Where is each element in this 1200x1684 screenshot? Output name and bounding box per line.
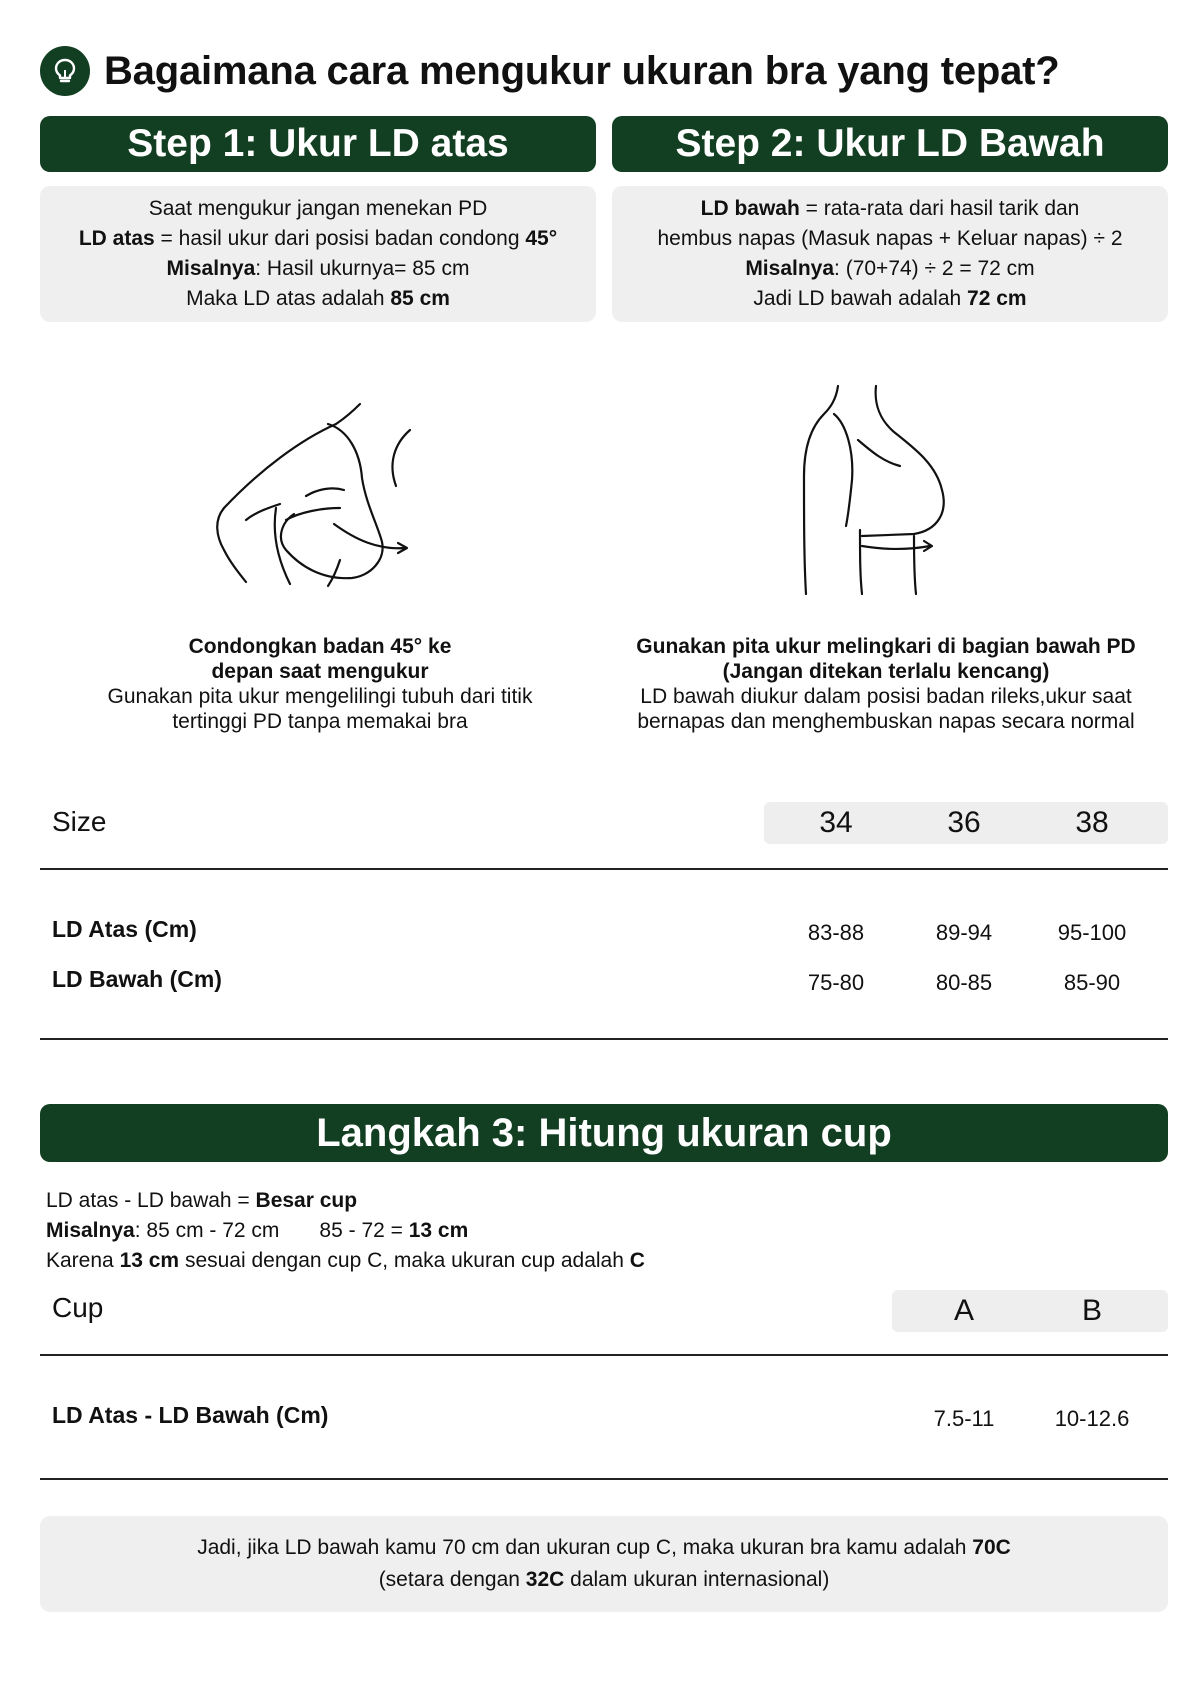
size-38: 38 <box>1075 806 1109 839</box>
step1-caption-bold2: depan saat mengukur <box>211 660 429 683</box>
step1-line4: Maka LD atas adalah 85 cm <box>186 287 450 310</box>
step2-caption-line1: LD bawah diukur dalam posisi badan rileks,ukur saat <box>640 685 1132 708</box>
ld-atas-36: 89-94 <box>935 920 993 945</box>
lightbulb-icon <box>40 46 90 96</box>
cup-a: A <box>953 1294 974 1327</box>
step2-caption-bold1: Gunakan pita ukur melingkari di bagian bawah PD <box>636 635 1136 658</box>
size-36: 36 <box>947 806 981 839</box>
ld-bawah-34: 75-80 <box>807 970 865 995</box>
step1-banner: Step 1: Ukur LD atas <box>40 116 596 172</box>
row-ld-bawah-label: LD Bawah (Cm) <box>52 966 222 992</box>
page-title: Bagaimana cara mengukur ukuran bra yang tepat? <box>104 48 1060 93</box>
ld-bawah-36: 80-85 <box>935 970 993 995</box>
lean-forward-illustration <box>210 400 450 600</box>
step1-info-panel <box>40 186 596 322</box>
ld-bawah-38: 85-90 <box>1063 970 1121 995</box>
ld-atas-34: 83-88 <box>807 920 865 945</box>
step2-line4: Jadi LD bawah adalah 72 cm <box>753 287 1027 310</box>
cup-table-bottom-rule <box>40 1478 1168 1480</box>
row-ld-atas-label: LD Atas (Cm) <box>52 916 197 942</box>
calc-line1: LD atas - LD bawah = Besar cup <box>46 1189 358 1212</box>
final-line1: Jadi, jika LD bawah kamu 70 cm dan ukuran cup C, maka ukuran bra kamu adalah 70C <box>197 1536 1011 1559</box>
final-summary-panel <box>40 1516 1168 1612</box>
cup-table-top-rule <box>40 1354 1168 1356</box>
size-34: 34 <box>819 806 853 839</box>
step2-info-panel <box>612 186 1168 322</box>
size-table-header: Size <box>52 806 107 837</box>
cup-a-value: 7.5-11 <box>933 1406 995 1431</box>
final-line2: (setara dengan 32C dalam ukuran internasional) <box>378 1568 830 1591</box>
title-row <box>40 44 1060 98</box>
step2-line3: Misalnya: (70+74) ÷ 2 = 72 cm <box>745 257 1035 280</box>
step2-caption-bold2: (Jangan ditekan terlalu kencang) <box>722 660 1050 683</box>
step1-line3: Misalnya: Hasil ukurnya= 85 cm <box>166 257 470 280</box>
cup-table-header: Cup <box>52 1292 104 1323</box>
cup-b-value: 10-12.6 <box>1054 1406 1130 1431</box>
calc-line3: Karena 13 cm sesuai dengan cup C, maka ukuran cup adalah C <box>46 1249 645 1272</box>
step1-line1: Saat mengukur jangan menekan PD <box>148 197 488 220</box>
step2-caption <box>606 634 1166 734</box>
cup-calculation <box>46 1186 645 1276</box>
step1-caption-bold1: Condongkan badan 45° ke <box>188 635 452 658</box>
row-difference-label: LD Atas - LD Bawah (Cm) <box>52 1402 329 1428</box>
ld-atas-38: 95-100 <box>1057 920 1127 945</box>
step3-banner: Langkah 3: Hitung ukuran cup <box>40 1104 1168 1162</box>
size-table-bottom-rule <box>40 1038 1168 1040</box>
cup-b: B <box>1081 1294 1102 1327</box>
step1-caption-line2: tertinggi PD tanpa memakai bra <box>172 710 468 733</box>
calc-line2: Misalnya: 85 cm - 72 cm 85 - 72 = 13 cm <box>46 1219 469 1242</box>
underbust-illustration <box>790 380 990 600</box>
step2-caption-line2: bernapas dan menghembuskan napas secara normal <box>637 710 1135 733</box>
step2-line2: hembus napas (Masuk napas + Keluar napas) ÷ 2 <box>657 227 1123 250</box>
step2-line1: LD bawah = rata-rata dari hasil tarik dan <box>700 197 1080 220</box>
step1-line2: LD atas = hasil ukur dari posisi badan condong 45° <box>78 227 558 250</box>
size-table-top-rule <box>40 868 1168 870</box>
step1-caption-line1: Gunakan pita ukur mengelilingi tubuh dari titik <box>107 685 533 708</box>
step1-caption <box>40 634 600 734</box>
step2-banner: Step 2: Ukur LD Bawah <box>612 116 1168 172</box>
